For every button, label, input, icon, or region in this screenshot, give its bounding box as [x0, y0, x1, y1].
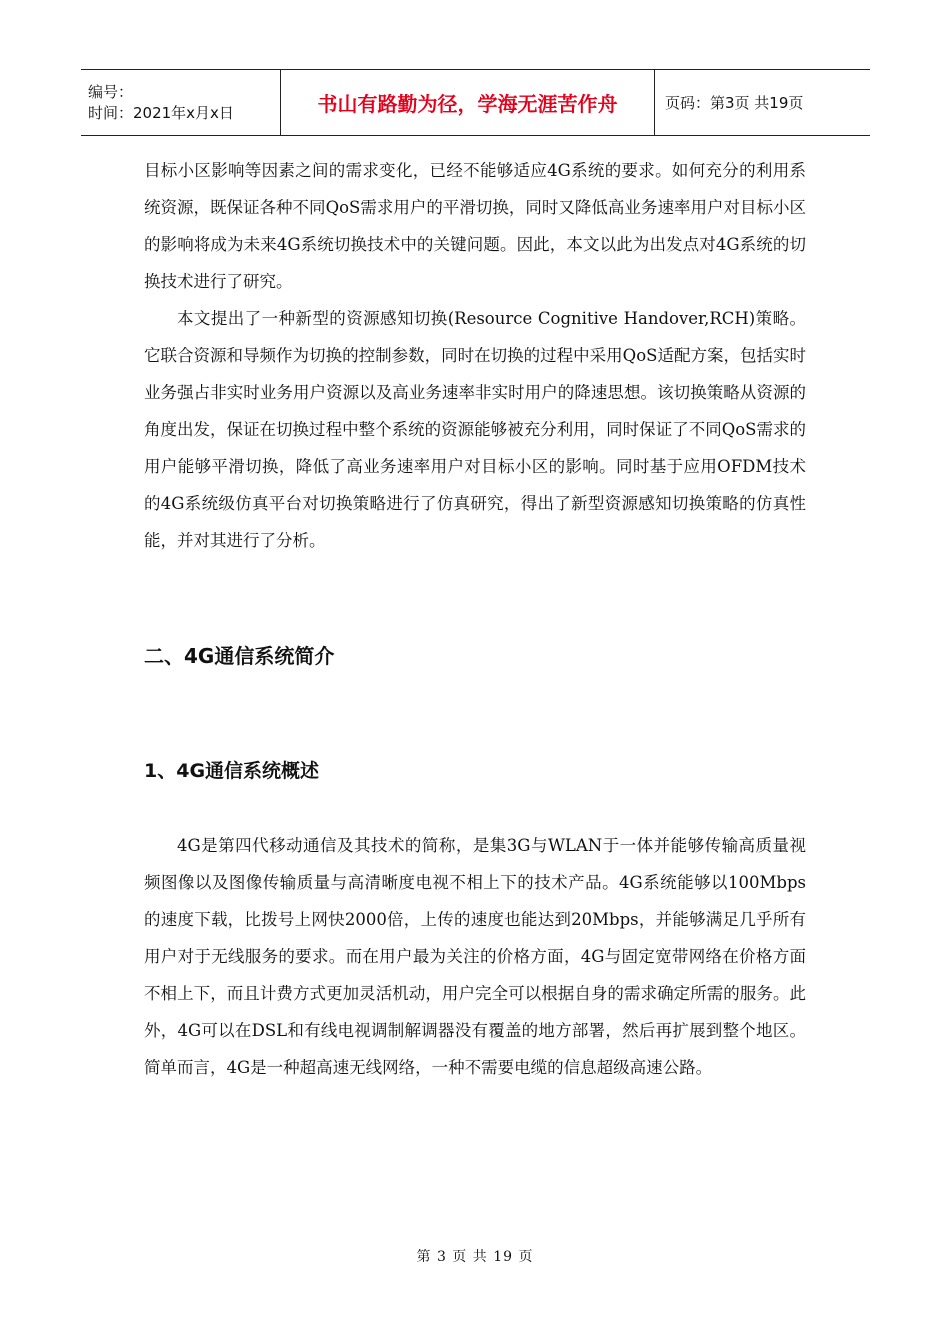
- paragraph-continued: 目标小区影响等因素之间的需求变化，已经不能够适应4G系统的要求。如何充分的利用系统资源，既保证各种不同QoS需求用户的平滑切换，同时又降低高业务速率用户对目标小区的影响将成为未来4G系统切换技术中的关键问题。因此，本文以此为出发点对4G系统的切换技术进行了研究。: [144, 161, 806, 291]
- motto-text: 书山有路勤为径，学海无涯苦作舟: [317, 92, 618, 116]
- body-bottom: [144, 827, 806, 1086]
- subsection-title: 1、4G通信系统概述: [144, 760, 320, 782]
- page-footer: [0, 1246, 950, 1266]
- page-header: [81, 69, 870, 136]
- header-page-info: [655, 70, 870, 135]
- body-top: [144, 152, 806, 559]
- footer-page-number: 第 3 页 共 19 页: [416, 1249, 534, 1265]
- page-info-text: 页码：第3页 共19页: [665, 94, 804, 112]
- paragraph-4g-overview: 4G是第四代移动通信及其技术的简称，是集3G与WLAN于一体并能够传输高质量视频图像以及图像传输质量与高清晰度电视不相上下的技术产品。4G系统能够以100Mbps的速度下载，比拨号上网快2000倍，上传的速度也能达到20Mbps，并能够满足几乎所有用户对于无线服务的要求。而在用户最为关注的价格方面，4G与固定宽带网络在价格方面不相上下，而且计费方式更加灵活机动，用户完全可以根据自身的需求确定所需的服务。此外，4G可以在DSL和有线电视调制解调器没有覆盖的地方部署，然后再扩展到整个地区。简单而言，4G是一种超高速无线网络，一种不需要电缆的信息超级高速公路。: [144, 836, 806, 1077]
- paragraph-rch-strategy: 本文提出了一种新型的资源感知切换(Resource Cognitive Handover,RCH)策略。它联合资源和导频作为切换的控制参数，同时在切换的过程中采用QoS适配方案，包括实时业务强占非实时业务用户资源以及高业务速率非实时用户的降速思想。该切换策略从资源的角度出发，保证在切换过程中整个系统的资源能够被充分利用，同时保证了不同QoS需求的用户能够平滑切换，降低了高业务速率用户对目标小区的影响。同时基于应用OFDM技术的4G系统级仿真平台对切换策略进行了仿真研究，得出了新型资源感知切换策略的仿真性能，并对其进行了分析。: [144, 309, 806, 550]
- header-meta: [81, 70, 281, 135]
- header-motto: [281, 70, 655, 135]
- document-time-label: 时间：2021年x月x日: [88, 103, 234, 122]
- section-title: 二、4G通信系统简介: [144, 644, 335, 668]
- document-number-label: 编号：: [88, 82, 134, 101]
